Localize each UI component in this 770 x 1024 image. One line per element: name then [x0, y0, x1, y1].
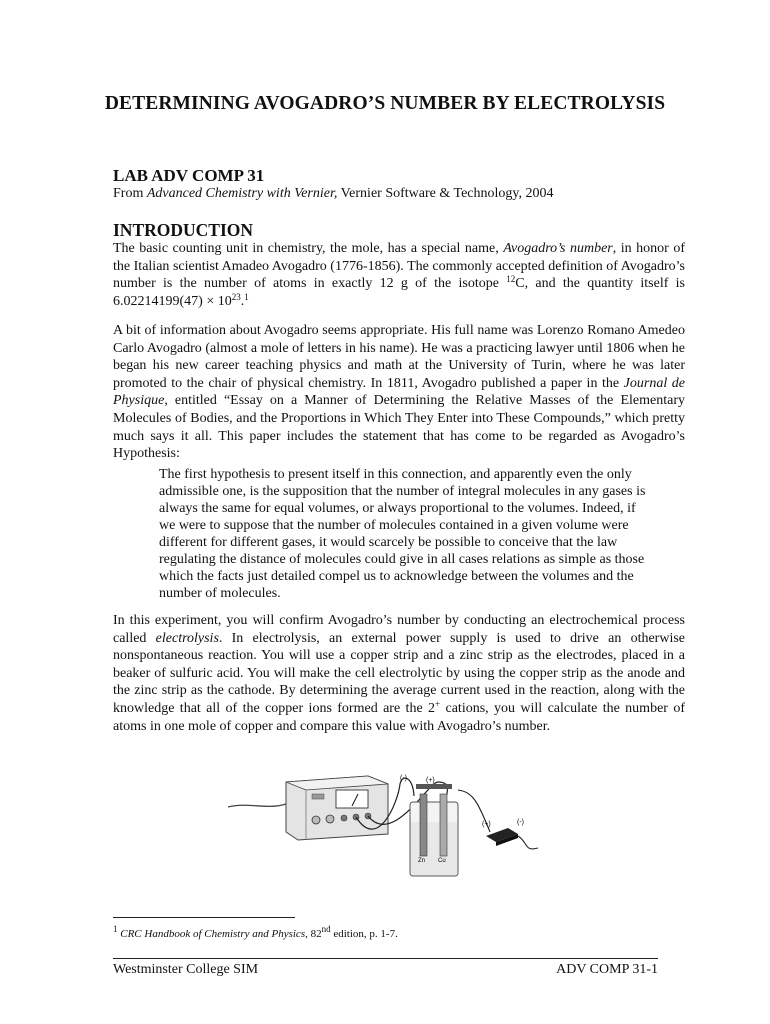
journal-name: Journal de Physique — [113, 375, 685, 409]
footnote-reference: 1 — [244, 291, 249, 302]
sensor-cable — [518, 836, 538, 849]
electrolysis-apparatus-figure — [228, 762, 558, 882]
p3-text-c: cations, you will calculate the number of atoms in one mole of copper and compare this value with Avogadro’s number. — [113, 700, 685, 734]
source-suffix: Vernier Software & Technology, 2004 — [337, 186, 554, 201]
lab-heading: LAB ADV COMP 31 — [113, 166, 265, 185]
electrolysis-term: electrolysis — [155, 630, 219, 646]
p1-text-d: . — [240, 293, 245, 309]
label-negative-right: (-) — [517, 819, 524, 826]
p2-text-b: , entitled “Essay on a Manner of Determining the Relative Masses of the Elementary Molecules of Bodies, and the Proportions in Which They Enter into These Compounds,” which pretty much says it all. This paper includes the statement that has come to be regarded as Avogadro’s Hypothesis: — [113, 393, 685, 462]
footer-page-number: ADV COMP 31-1 — [556, 962, 658, 977]
intro-paragraph-2 — [113, 322, 685, 463]
footnote-end: edition, p. 1-7. — [330, 928, 398, 940]
p2-text-a: A bit of information about Avogadro seems appropriate. His full name was Lorenzo Romano Amedeo Carlo Avogadro (almost a mole of letters in his name). He was a practicing lawyer until 1806 when he began his new career teaching physics and math at the University of Turin, where he was later promoted to the chair of physical chemistry. In 1811, Avogadro published a paper in the — [113, 323, 685, 391]
copper-electrode — [440, 794, 447, 856]
charge-superscript: + — [435, 698, 441, 709]
footer-divider — [113, 958, 658, 959]
label-positive-right: (+) — [482, 821, 491, 828]
source-prefix: From — [113, 186, 147, 201]
p3-text-a: In this experiment, you will confirm Avogadro’s number by conducting an electrochemical process called — [113, 613, 685, 646]
p1-emphasis: Avogadro’s number — [503, 241, 613, 256]
label-zinc: Zn — [418, 858, 426, 864]
source-citation — [113, 186, 553, 202]
footer-institution: Westminster College SIM — [113, 962, 259, 977]
isotope-superscript: 12 — [506, 274, 516, 285]
zinc-electrode — [420, 794, 427, 856]
p1-text-b: , in honor of the Italian scientist Amadeo Avogadro (1776-1856). The commonly accepted definition of Avogadro’s number is the number of atoms in exactly 12 g of the isotope — [113, 241, 686, 292]
document-title: DETERMINING AVOGADRO’S NUMBER BY ELECTROLYSIS — [104, 93, 666, 114]
label-copper: Cu — [438, 858, 446, 864]
p3-text-b: . In electrolysis, an external power supply is used to drive an otherwise nonspontaneous reaction. You will use a copper strip and a zinc strip as the electrodes, placed in a beaker of sulfuric acid. You will make the cell electrolytic by using the copper strip as the anode and the zinc strip as the cathode. By determining the average current used in the reaction, along with the knowledge that all of the copper ions formed are the 2 — [113, 630, 685, 716]
label-positive-top: (+) — [426, 777, 435, 784]
intro-paragraph-3 — [113, 612, 685, 735]
p1-text-c: C, and the quantity itself is 6.02214199(47) × 10 — [113, 276, 686, 309]
power-cord — [228, 804, 286, 807]
footnote — [113, 924, 398, 940]
current-sensor — [486, 828, 518, 846]
footnote-number: 1 — [113, 924, 118, 934]
avogadro-hypothesis-quote: The first hypothesis to present itself in this connection, and apparently even the only admissible one, is the supposition that the number of integral molecules in any gases is always the same for equal volumes, or always proportional to the volumes. Indeed, if we were to suppose that the number of molecules contained in a given volume were different for different gases, it would scarcely be possible to conceive that the law regulating the distance of molecules could give in all cases relations as simple as those which the facts just detailed compel us to acknowledge between the volumes and the number of molecules. — [159, 467, 646, 601]
exponent-superscript: 23 — [231, 291, 241, 302]
label-negative-top: (-) — [400, 775, 407, 782]
footnote-book: CRC Handbook of Chemistry and Physics — [120, 928, 306, 940]
intro-paragraph-1 — [113, 240, 685, 310]
footnote-mid: , 82 — [305, 928, 322, 940]
footnote-edition-sup: nd — [321, 924, 331, 934]
power-supply — [286, 776, 388, 840]
footnote-divider — [113, 917, 295, 918]
beaker — [410, 802, 458, 876]
introduction-heading: INTRODUCTION — [113, 220, 254, 240]
source-book-title: Advanced Chemistry with Vernier, — [146, 186, 338, 201]
p1-text-a: The basic counting unit in chemistry, the mole, has a special name, — [113, 241, 504, 256]
